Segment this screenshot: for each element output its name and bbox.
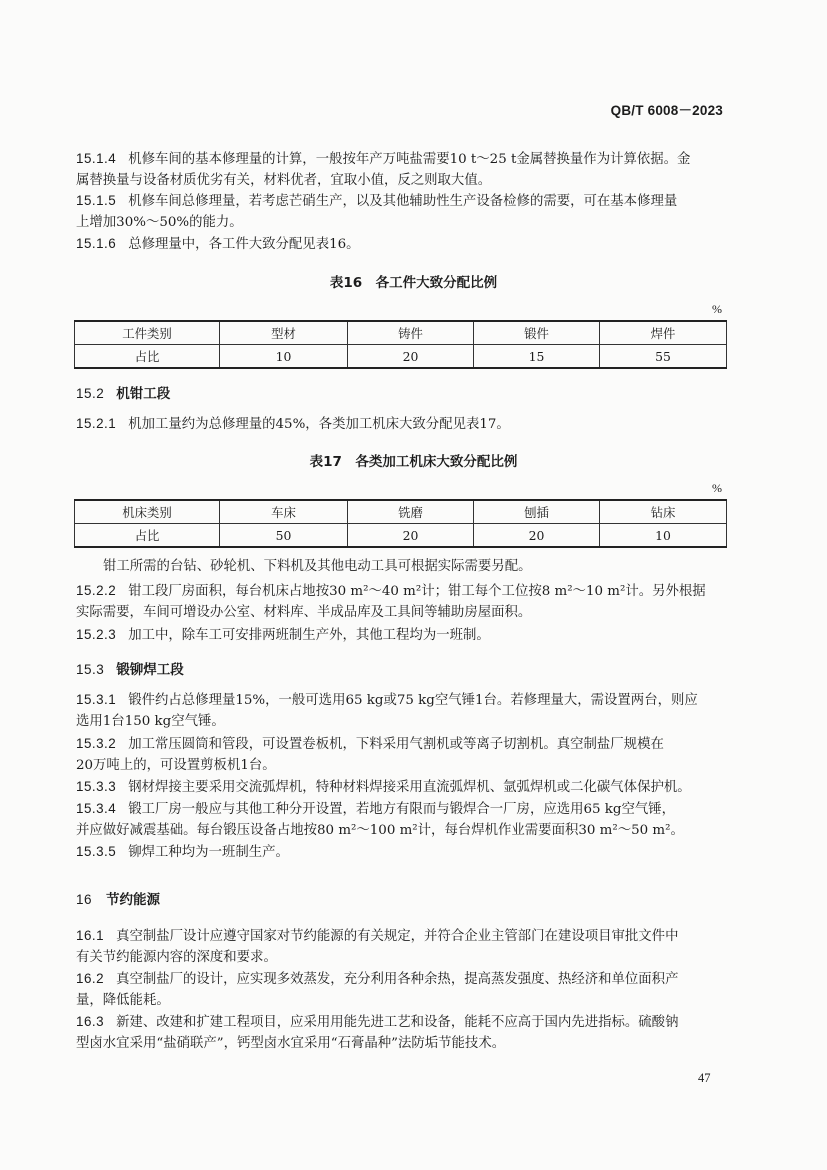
clause-16-2 (76, 968, 746, 1011)
clause-number: 16.1 (76, 928, 105, 943)
clause-text: 并应做好减震基础。每台锻压设备占地按80 m²～100 m²计，每台焊机作业需要面积30 m²～50 m²。 (76, 823, 684, 838)
clause-text: 铆焊工种均为一班制生产。 (128, 845, 289, 860)
page-number: 47 (698, 1071, 711, 1085)
clause-text: 量，降低能耗。 (76, 993, 170, 1008)
section-number: 15.3 (76, 662, 105, 677)
clause-text: 真空制盐厂设计应遵守国家对节约能源的有关规定，并符合企业主管部门在建设项目审批文件中 (116, 929, 679, 944)
clause-text: 锻工厂房一般应与其他工种分开设置，若地方有限而与锻焊合一厂房，应选用65 kg空气锤， (128, 802, 676, 817)
clause-number: 15.3.4 (76, 801, 117, 816)
table-header-cell: 铸件 (348, 321, 474, 345)
clause-number: 15.3.2 (76, 736, 117, 751)
table-row (75, 524, 727, 548)
clause-number: 15.1.5 (76, 193, 117, 208)
clause-text: 机加工量约为总修理量的45%，各类加工机床大致分配见表17。 (128, 417, 510, 432)
table17 (74, 499, 727, 548)
clause-15-2-3 (76, 624, 746, 646)
section-title: 锻铆焊工段 (116, 662, 184, 678)
table-cell: 10 (220, 345, 348, 369)
table-row (75, 345, 727, 369)
clause-text: 钢材焊接主要采用交流弧焊机，特种材料焊接采用直流弧焊机、氩弧焊机或二化碳气体保护机。 (128, 780, 691, 795)
clause-number: 15.2.2 (76, 583, 117, 598)
note-text: 钳工所需的台钻、砂轮机、下料机及其他电动工具可根据实际需要另配。 (103, 559, 532, 574)
table-header-row (75, 500, 727, 524)
table-cell: 占比 (75, 524, 220, 548)
table-cell: 10 (600, 524, 727, 548)
table-header-cell: 车床 (220, 500, 348, 524)
clause-number: 15.2.1 (76, 416, 117, 431)
table17-caption: 表17 各类加工机床大致分配比例 (309, 454, 518, 470)
clause-text: 加工常压圆筒和管段，可设置卷板机，下料采用气割机或等离子切割机。真空制盐厂规模在 (128, 737, 664, 752)
clause-text: 机修车间的基本修理量的计算，一般按年产万吨盐需要10 t～25 t金属替换量作为计算依据。金 (128, 152, 691, 167)
clause-text: 真空制盐厂的设计，应实现多效蒸发，充分利用各种余热，提高蒸发强度、热经济和单位面积产 (116, 972, 679, 987)
clause-text: 钳工段厂房面积，每台机床占地按30 m²～40 m²计；钳工每个工位按8 m²～10 m²计。另外根据 (128, 584, 706, 599)
section-title: 机钳工段 (116, 386, 171, 402)
table-header-cell: 机床类别 (75, 500, 220, 524)
clause-text: 型卤水宜采用“盐硝联产”，钙型卤水宜采用“石膏晶种”法防垢节能技术。 (76, 1036, 506, 1051)
clause-text: 实际需要，车间可增设办公室、材料库、半成品库及工具间等辅助房屋面积。 (76, 605, 532, 620)
clause-number: 16.2 (76, 971, 105, 986)
table-cell: 占比 (75, 345, 220, 369)
section-title: 节约能源 (106, 892, 161, 908)
table-header-cell: 刨插 (474, 500, 600, 524)
table-header-row (75, 321, 727, 345)
clause-15-3-5 (76, 841, 746, 863)
clause-16-3 (76, 1011, 746, 1054)
table-header-cell: 型材 (220, 321, 348, 345)
standard-number: QB/T 6008－2023 (610, 103, 723, 118)
clause-text: 上增加30%～50%的能力。 (76, 215, 243, 230)
table-header-cell: 工件类别 (75, 321, 220, 345)
clause-15-1-4 (76, 148, 746, 191)
table16-unit: % (712, 302, 722, 316)
clause-number: 16.3 (76, 1014, 105, 1029)
clause-15-2-1 (76, 413, 746, 435)
clause-15-3-1 (76, 689, 746, 732)
table16-caption: 表16 各工件大致分配比例 (329, 275, 498, 291)
clause-text: 20万吨上的，可设置剪板机1台。 (76, 758, 276, 773)
clause-number: 15.1.4 (76, 151, 117, 166)
table-header-cell: 钻床 (600, 500, 727, 524)
table-header-cell: 焊件 (600, 321, 727, 345)
table-cell: 20 (474, 524, 600, 548)
section-heading-15-3 (76, 658, 184, 678)
section-heading-15-2 (76, 382, 170, 402)
clause-number: 15.2.3 (76, 627, 117, 642)
clause-16-1 (76, 925, 746, 968)
clause-text: 加工中，除车工可安排两班制生产外，其他工程均为一班制。 (128, 628, 490, 643)
clause-15-1-5 (76, 190, 746, 233)
clause-15-3-4 (76, 798, 746, 841)
clause-number: 15.3.5 (76, 844, 117, 859)
table-header-cell: 锻件 (474, 321, 600, 345)
clause-text: 属替换量与设备材质优劣有关，材料优者，宜取小值，反之则取大值。 (76, 173, 492, 188)
section-number: 16 (76, 892, 93, 907)
clause-number: 15.3.1 (76, 692, 117, 707)
table-header-cell: 铣磨 (348, 500, 474, 524)
table-cell: 20 (348, 524, 474, 548)
clause-text: 新建、改建和扩建工程项目，应采用用能先进工艺和设备，能耗不应高于国内先进指标。硫酸钠 (116, 1015, 679, 1030)
clause-text: 锻件约占总修理量15%，一般可选用65 kg或75 kg空气锤1台。若修理量大，需设置两台，则应 (128, 693, 698, 708)
table-cell: 55 (600, 345, 727, 369)
section-number: 15.2 (76, 386, 105, 401)
note-paragraph (76, 556, 746, 577)
clause-15-1-6 (76, 233, 746, 255)
table-cell: 15 (474, 345, 600, 369)
section-heading-16 (76, 888, 160, 908)
clause-15-3-3 (76, 776, 746, 798)
clause-text: 选用1台150 kg空气锤。 (76, 714, 225, 729)
table-cell: 50 (220, 524, 348, 548)
clause-text: 有关节约能源内容的深度和要求。 (76, 950, 277, 965)
table-cell: 20 (348, 345, 474, 369)
table16 (74, 320, 727, 369)
clause-15-2-2 (76, 580, 746, 623)
clause-15-3-2 (76, 733, 746, 776)
clause-number: 15.1.6 (76, 236, 117, 251)
clause-text: 总修理量中，各工件大致分配见表16。 (128, 237, 360, 252)
table17-unit: % (712, 481, 722, 495)
clause-number: 15.3.3 (76, 779, 117, 794)
clause-text: 机修车间总修理量，若考虑芒硝生产，以及其他辅助性生产设备检修的需要，可在基本修理量 (128, 194, 678, 209)
